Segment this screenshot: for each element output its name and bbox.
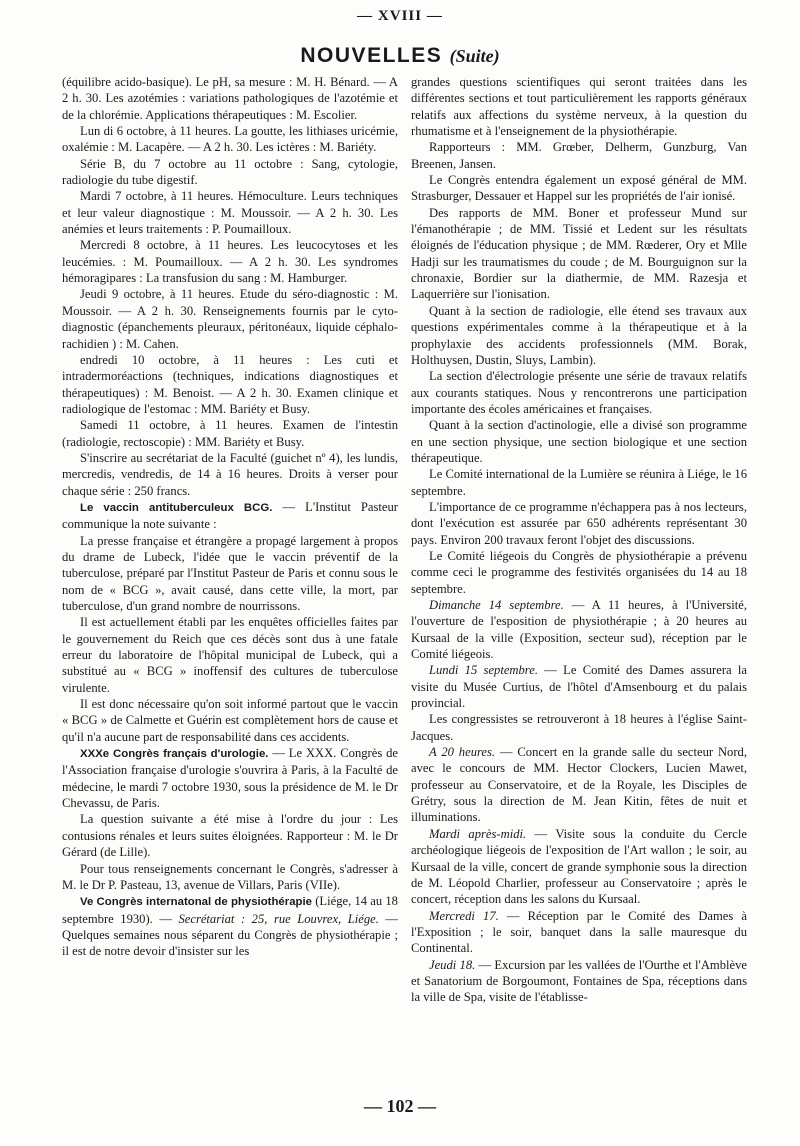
paragraph: Il est donc nécessaire qu'on soit informé partout que le vaccin « BCG » de Calmette et Guérin est complètement hors de cause et qu'il n'a aucune part de responsabilité dans ces accidents. <box>62 697 398 744</box>
paragraph: endredi 10 octobre, à 11 heures : Les cuti et intradermoréactions (techniques, indications diagnostiques et thérapeutiques) : M. Benoist. — A 2 h. 30. Examen clinique et radiologique de l'estomac : MM. Bariéty et Busy. <box>62 352 398 416</box>
paragraph: La section d'électrologie présente une série de travaux relatifs aux courants statiques. Nous y rencontrerons une participation importante des écoles américaines et françaises. <box>411 369 747 416</box>
section-title: NOUVELLES <box>300 44 443 67</box>
title-suffix: (Suite) <box>449 46 500 66</box>
paragraph: (équilibre acido-basique). Le pH, sa mesure : M. H. Bénard. — A 2 h. 30. Les azotémies : variations pathologiques de l'azotémie et de la chlorémie. Applications thérapeutiques : M. Escolier. <box>62 75 398 122</box>
program-text: — Réception par le Comité des Dames à l'Exposition ; le soir, banquet dans la salle mauresque du Continental. <box>411 908 747 956</box>
paragraph: Des rapports de MM. Boner et professeur Mund sur l'émanothérapie ; de MM. Tissié et Ledent sur les résultats éloignés de l'éducation physique ; de MM. Rœderer, Ory et Mlle Hadji sur les traumatismes du coude ; de M. Bourguignon sur la chronaxie, Bordier sur la diathermie, de MM. Razesja et Laquerrière sur l'ionisation. <box>411 205 747 302</box>
paragraph: La question suivante a été mise à l'ordre du jour : Les contusions rénales et leurs suites éloignées. Rapporteur : M. le Dr Gérard (de Lille). <box>62 812 398 860</box>
program-text: — A 11 heures, à l'Université, l'ouverture de l'esposition de physiothérapie ; à 20 heures au Kursaal de la ville (Exposition, secteur sud), réception par le Comité liégeois. <box>411 598 747 662</box>
paragraph: S'inscrire au secrétariat de la Faculté (guichet nº 4), les lundis, mercredis, vendredis, de 14 à 16 heures. Droits à verser pour chaque série : 250 francs. <box>62 450 398 498</box>
paragraph: Mercredi 8 octobre, à 11 heures. Les leucocytoses et les leucémies. : M. Poumailloux. — A 2 h. 30. Les syndromes hémoragipares : La transfusion du sang : M. Hamburger. <box>62 238 398 286</box>
news-item-bcg <box>62 499 398 533</box>
program-day: A 20 heures. <box>429 745 496 760</box>
program-day: Mardi après-midi. <box>429 826 527 841</box>
item-heading: Le vaccin antituberculeux BCG. <box>80 501 273 514</box>
paragraph: Lun di 6 octobre, à 11 heures. La goutte, les lithiases uricémie, oxalémie : M. Lacapère. — A 2 h. 30. Les ictères : M. Bariéty. <box>62 124 398 155</box>
paragraph: Quant à la section de radiologie, elle étend ses travaux aux questions expérimentales comme à la thérapeutique et à la prophylaxie des accidents professionnels (MM. Borak, Holthuysen, Dustin, Sluys, Lambin). <box>411 303 747 367</box>
paragraph: Quant à la section d'actinologie, elle a divisé son programme en une section physique, une section biologique et une section thérapeutique. <box>411 418 747 465</box>
program-text: — Visite sous la conduite du Cercle archéologique liégeois de l'exposition de l'Art wallon ; le soir, au Kursaal de la ville, concert de grande symphonie sous la direction de M. Léopold Charlier, professeur au Conservatoire ; après le concert, réception dans les salons du Kursaal. <box>411 826 747 907</box>
paragraph: Rapporteurs : MM. Grœber, Delherm, Gunzburg, Van Breenen, Jansen. <box>411 140 747 171</box>
program-text: Les congressistes se retrouveront à 18 heures à l'église Saint-Jacques. <box>411 712 747 743</box>
left-column <box>62 74 398 960</box>
paragraph: La presse française et étrangère a propagé largement à propos du drame de Lubeck, l'idée que le vaccin préventif de la tuberculose, préparé par l'Institut Pasteur de Paris et connu sous le nom de « BCG », avait causé, dans cette ville, la mort, par tuberculose, d'un grand nombre de nourrissons. <box>62 533 398 613</box>
program-text: — Excursion par les vallées de l'Ourthe et l'Amblève et Sanatorium de Borgoumont, Fontaines de Spa, réceptions dans la ville de Spa, visite de l'établisse- <box>411 957 747 1005</box>
item-lead: (Liége, 14 au 18 septembre 1930). — <box>62 894 398 926</box>
paragraph: Le Comité liégeois du Congrès de physiothérapie a prévenu comme ceci le programme des festivités organisées du 14 au 18 septembre. <box>411 548 747 596</box>
paragraph: L'importance de ce programme n'échappera pas à nos lecteurs, dont l'exécution est assurée par 650 adhérents représentant 30 pays. Environ 200 travaux feront l'objet des discussions. <box>411 499 747 547</box>
paragraph: Le Congrès entendra également un exposé général de MM. Strasburger, Dessauer et Happel sur les propriétés de l'air ionisé. <box>411 173 747 204</box>
program-item <box>411 744 747 826</box>
secretariat: Secrétariat : 25, rue Louvrex, Liége. <box>178 911 379 926</box>
program-item <box>411 908 747 957</box>
item-heading: XXXe Congrès français d'urologie. <box>80 748 269 761</box>
program-day: Mercredi 17. <box>429 908 499 923</box>
program-day: Jeudi 18. <box>429 957 476 972</box>
page-title <box>0 44 800 68</box>
paragraph: Série B, du 7 octobre au 11 octobre : Sang, cytologie, radiologie du tube digestif. <box>62 156 398 188</box>
news-item-urologie <box>62 745 398 811</box>
program-day: Lundi 15 septembre. <box>429 663 538 678</box>
item-heading: Ve Congrès internatonal de physiothérapie <box>80 896 312 909</box>
page-number: — 102 — <box>364 1096 436 1116</box>
item-lead: — L'Institut Pasteur communique la note suivante : <box>62 499 398 532</box>
news-item-physiotherapie <box>62 893 398 959</box>
paragraph: Mardi 7 octobre, à 11 heures. Hémoculture. Leurs techniques et leur valeur diagnostique : M. Moussoir. — A 2 h. 30. Les anémies et leurs traitements : P. Poumailloux. <box>62 189 398 237</box>
right-column <box>411 74 747 1006</box>
item-tail: — Quelques semaines nous séparent du Congrès de physiothérapie ; il est de notre devoir d'insister sur les <box>62 911 398 959</box>
item-lead: — Le XXX. Congrès de l'Association française d'urologie s'ouvrira à Paris, à la Faculté de médecine, le mardi 7 octobre 1930, sous la présidence de M. le Dr Chevassu, de Paris. <box>62 746 398 811</box>
paragraph: Le Comité international de la Lumière se réunira à Liége, le 16 septembre. <box>411 467 747 498</box>
running-header: — XVIII — <box>357 8 443 24</box>
program-text: — Le Comité des Dames assurera la visite du Musée Curtius, de l'hôtel d'Amsenbourg et du palais provincial. <box>411 663 747 711</box>
program-item <box>411 711 747 744</box>
paragraph: grandes questions scientifiques qui seront traitées dans les différentes sections et tout particulièrement les rapports généraux relatifs aux affections du système nerveux, à la question du rhumatisme et à l'enseignement de la physiothérapie. <box>411 75 747 139</box>
paragraph: Pour tous renseignements concernant le Congrès, s'adresser à M. le Dr P. Pasteau, 13, avenue de Villars, Paris (VIIe). <box>62 861 398 892</box>
paragraph: Jeudi 9 octobre, à 11 heures. Etude du séro-diagnostic : M. Moussoir. — A 2 h. 30. Renseignements fournis par le cyto-diagnostic (épanchements pleuraux, péritonéaux, liquide céphalo-rachidien ) : M. Cahen. <box>62 287 398 351</box>
program-day: Dimanche 14 septembre. <box>429 598 564 612</box>
program-item <box>411 597 747 662</box>
paragraph: Il est actuellement établi par les enquêtes officielles faites par le gouvernement du Reich que ces décès sont dus à une fatale erreur du laboratoire de l'hôpital municipal de Lubeck, qui a substitué au « BCG » inoffensif des cultures de tuberculose virulente. <box>62 615 398 695</box>
program-item <box>411 957 747 1006</box>
program-item <box>411 826 747 908</box>
paragraph: Samedi 11 octobre, à 11 heures. Examen de l'intestin (radiologie, rectoscopie) : MM. Bariéty et Busy. <box>62 418 398 449</box>
program-item <box>411 662 747 711</box>
program-text: — Concert en la grande salle du secteur Nord, avec le concours de MM. Hector Clockers, Lucien Mawet, professeur au Conservatoire, et de la Royale, les Disciples de Grétry, sous la direction de M. Jean Kitin, fêtes de nuit et illuminations. <box>411 745 747 825</box>
